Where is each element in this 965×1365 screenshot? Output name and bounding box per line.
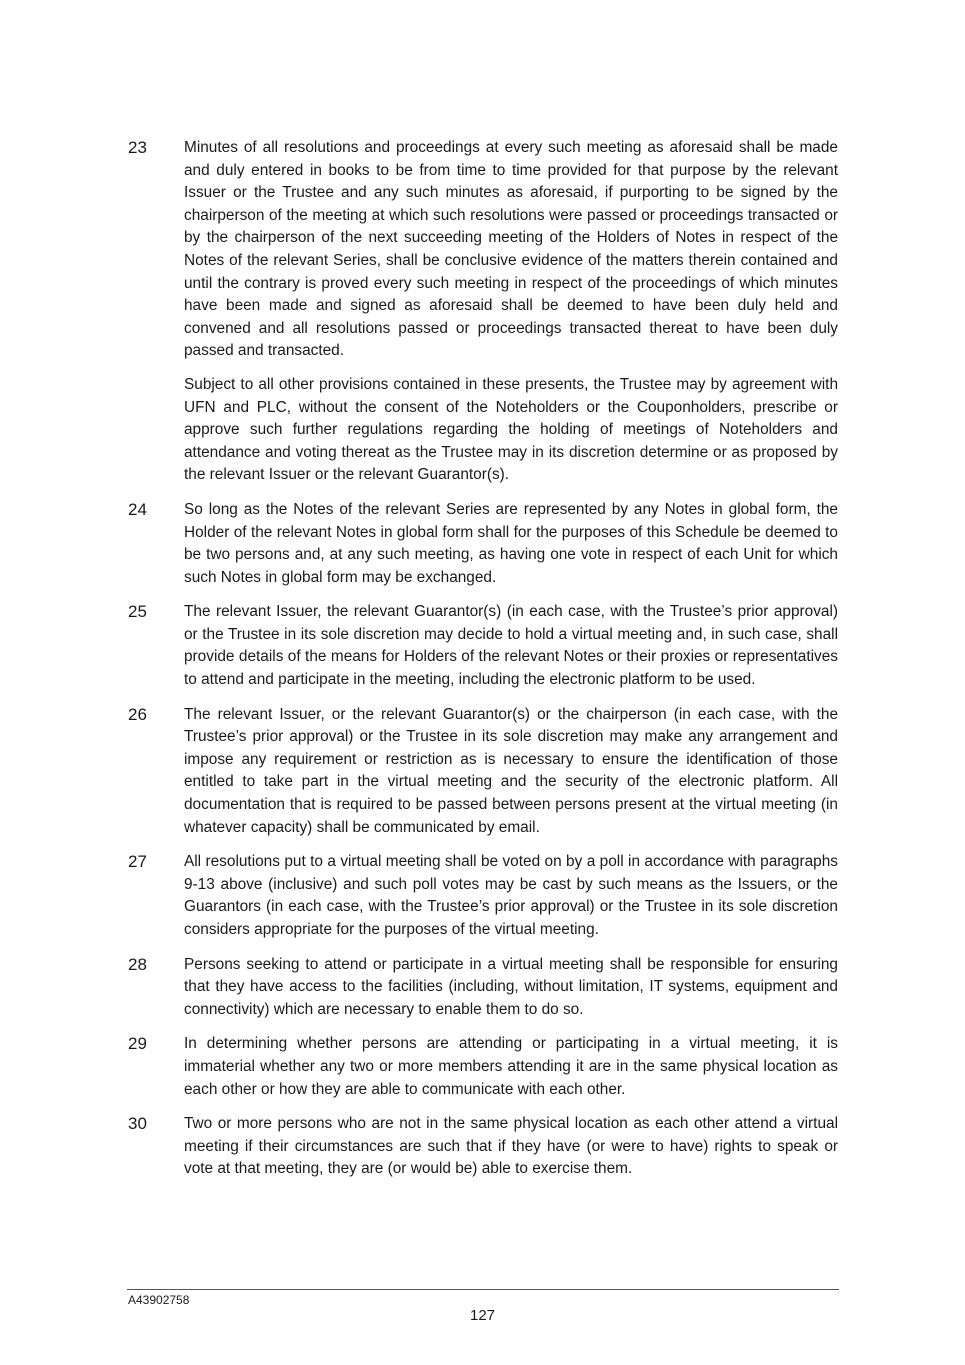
clause-number: 27 [128,852,147,872]
clause-body [184,601,838,691]
clause-23 [128,137,838,487]
document-reference: A43902758 [128,1293,190,1307]
clause-paragraph: So long as the Notes of the relevant Series are represented by any Notes in global form, the Holder of the relevant Notes in global form shall for the purposes of this Schedule be deemed to be two persons and, at any such meeting, as having one vote in respect of each Unit for which such Notes in global form may be exchanged. [184,500,838,586]
clause-paragraph: Subject to all other provisions contained in these presents, the Trustee may by agreement with UFN and PLC, without the consent of the Noteholders or the Couponholders, prescribe or approve such further regulations regarding the holding of meetings of Noteholders and attendance and voting thereat as the Trustee may in its discretion determine or as proposed by the relevant Issuer or the relevant Guarantor(s). [184,375,838,484]
clause-26 [128,704,838,840]
clause-paragraph: All resolutions put to a virtual meeting shall be voted on by a poll in accordance with paragraphs 9-13 above (inclusive) and such poll votes may be cast by such means as the Issuers, or the Guarantors (in each case, with the Trustee’s prior approval) or the Trustee in its sole discretion considers appropriate for the purposes of the virtual meeting. [184,853,838,938]
clause-30 [128,1113,838,1181]
document-body [128,137,838,1193]
clause-body [184,851,838,941]
clause-paragraph: Minutes of all resolutions and proceedings at every such meeting as aforesaid shall be made and duly entered in books to be from time to time provided for that purpose by the relevant Issuer or the Trustee and any such minutes as aforesaid, if purporting to be signed by the chairperson of the meeting at which such resolutions were passed or proceedings transacted or by the chairperson of the next succeeding meeting of the Holders of Notes in respect of the Notes of the relevant Series, shall be conclusive evidence of the matters therein contained and until the contrary is proved every such meeting in respect of the proceedings of which minutes have been made and signed as aforesaid shall be deemed to have been duly held and convened and all resolutions passed or proceedings transacted thereat to have been duly passed and transacted. [184,139,838,360]
clause-29 [128,1033,838,1101]
clause-28 [128,954,838,1022]
clause-number: 29 [128,1034,147,1054]
clause-body [184,954,838,1022]
footer-divider [127,1289,839,1290]
clause-paragraph: In determining whether persons are attending or participating in a virtual meeting, it is immaterial whether any two or more members attending it are in the same physical location as each other or how they are able to communicate with each other. [184,1035,838,1098]
clause-number: 30 [128,1114,147,1134]
clause-number: 26 [128,704,147,724]
clause-25 [128,601,838,691]
clause-body [184,499,838,589]
clause-paragraph: The relevant Issuer, the relevant Guarantor(s) (in each case, with the Trustee’s prior approval) or the Trustee in its sole discretion may decide to hold a virtual meeting and, in such case, shall provide details of the means for Holders of the relevant Notes or their proxies or representatives to attend and participate in the meeting, including the electronic platform to be used. [184,603,838,689]
clause-body [184,137,838,487]
clause-number: 24 [128,499,147,519]
clause-body [184,1113,838,1181]
clause-24 [128,499,838,589]
clause-body [184,704,838,840]
clause-paragraph: Two or more persons who are not in the same physical location as each other attend a virtual meeting if their circumstances are such that if they have (or were to have) rights to speak or vote at that meeting, they are (or would be) able to exercise them. [184,1115,838,1178]
clause-number: 25 [128,602,147,622]
clause-paragraph: Persons seeking to attend or participate in a virtual meeting shall be responsible for ensuring that they have access to the facilities (including, without limitation, IT systems, equipment and connectivity) which are necessary to enable them to do so. [184,955,838,1018]
clause-body [184,1033,838,1101]
clause-27 [128,851,838,941]
clause-paragraph: The relevant Issuer, or the relevant Guarantor(s) or the chairperson (in each case, with the Trustee’s prior approval) or the Trustee in its sole discretion may make any arrangement and impose any requirement or restriction as is necessary to ensure the identification of those entitled to take part in the virtual meeting and the security of the electronic platform. All documentation that is required to be passed between persons present at the virtual meeting (in whatever capacity) shall be communicated by email. [184,705,838,836]
page-number: 127 [469,1307,496,1324]
clause-number: 28 [128,954,147,974]
clause-number: 23 [128,138,147,157]
